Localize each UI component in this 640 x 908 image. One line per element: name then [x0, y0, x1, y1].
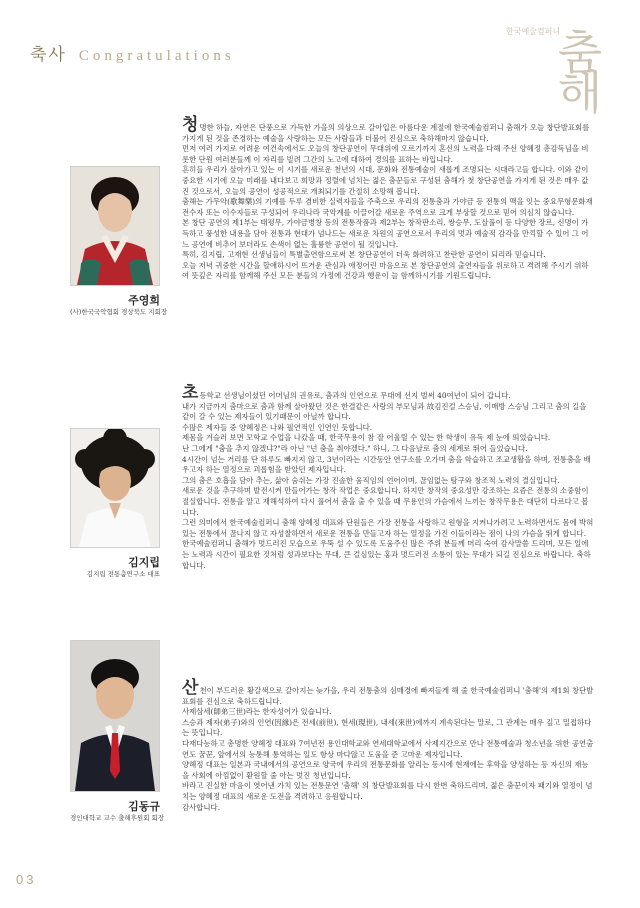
speech-paragraph: 그런 의미에서 한국예술컴퍼니 춤해 양혜정 대표와 단원들은 가장 전통을 사랑하고 원형을 지켜나가려고 노력하면서도 몸에 박혀있는 전통에서 끊나지 않고 자성찰하면서 새로운 전통을 만들고자 하는 열정을 가진 이들이라는 점이 나의 가슴을 뛰게 합니다. — [182, 518, 594, 538]
page-header — [30, 40, 235, 65]
speaker-name: 주영희 — [128, 294, 160, 307]
speech-paragraph: 사제삼세(師弟三世)라는 한자성어가 있습니다. — [182, 707, 332, 717]
page-number: 03 — [16, 872, 37, 887]
speech-paragraph: 4시간이 넘는 거리를 단 하루도 빠지지 않고, 3년이라는 시간동안 연구소를 오가며 춤을 학습하고 조교생활을 하며, 전통춤을 배우고자 하는 열정으로 괴롭힘을 받았던 제자입니다. — [182, 454, 591, 475]
speech-body — [182, 678, 594, 813]
header-title-korean: 축사 — [30, 45, 67, 65]
speech-paragraph: 산천이 부드러운 황갈색으로 갈아지는 늦가을, 우리 전통춤의 심매경에 빠져들게 해 줄 한국예술컴퍼니 '춤해'의 제1회 창단발표회를 진심으로 축하드립니다. — [182, 678, 594, 706]
dropcap-letter: 산 — [182, 678, 199, 698]
speaker-name: 김지립 — [128, 556, 160, 569]
speech-paragraph: 특히, 김지립, 고재현 선생님들이 특별출연함으로써 본 창단공연이 더욱 화려하고 찬란한 공연이 되리라 믿습니다. — [182, 250, 546, 260]
speech-paragraph: 그의 춤은 호흡을 담아 추는, 삶아 숨쉬는 가장 진솔한 움직임의 언어이며, 끊임없는 탐구와 창조적 노력의 결실입니다. — [182, 475, 560, 485]
portrait-photo — [70, 428, 160, 548]
speech-paragraph: 흔히들 우리가 살아가고 있는 이 시기를 새로운 천년의 시대, 문화와 전통예술이 새롭게 조명되는 시대라고들 합니다. 이와 같이 중요한 시기에 오늘 미래를 내다보고 희망과 정렬에 넘치는 젊은 춤꾼들로 구성된 춤해가 첫 창단공연을 가지게 된 것은 매우 값진 것으로서, 오늘의 공연이 성공적으로 개최되기를 간절히 소망해 봅니다. — [182, 165, 589, 196]
logo-small-text: 한국예술컴퍼니 — [506, 27, 561, 36]
speech-paragraph: 청명한 하늘, 자연은 단풍으로 가득한 가을의 의상으로 갈아입은 아름다운 계절에 한국예술컴퍼니 춤해가 오늘 창단발표회를 가지게 된 것을 존경하는 예술을 사랑하는 모든 사람들과 더불어 진심으로 축하해마지 않습니다. — [182, 115, 590, 143]
speech-paragraph: 먼저 여러 가지로 어려운 여건속에서도 오늘의 창단공연이 무대위에 오르기까지 혼신의 노력을 다해 주신 양혜정 총감독님을 비롯한 단원 여러분들께 이 자리를 빌려 그간의 노고에 대하여 경의를 표하는 바입니다. — [182, 144, 589, 164]
speech-paragraph: 양혜정 대표는 일본과 국내에서의 공연으로 양국에 우리의 전통문화를 알리는 동시에 현재에는 후학을 양성하는 등 자신의 재능을 사회에 아낌없이 환원할 줄 아는 멋진 청년입니다. — [182, 760, 589, 780]
speech-paragraph: 오늘 저녁 귀중한 시간을 할애하시어 뜨거운 관심과 애정어린 마음으로 본 창단공연의 출연자들을 위로하고 격려해 주시기 위하여 뜻깊은 자리를 함께해 주신 모든 분들의 가정에 건강과 행운이 늘 함께하시기를 기원드립니다. — [182, 260, 589, 281]
portrait-block — [70, 166, 168, 317]
speech-paragraph: 수많은 제자들 중 양혜정은 나와 필연적인 인연인 듯합니다. — [182, 422, 373, 432]
speaker-role: 김지립 전통춤연구소 대표 — [86, 570, 160, 578]
speech-paragraph: 바라고 진실한 마음이 엿어낸 가치 있는 전통문연 '춤해' 의 창단발표회를 다시 한번 축하드리며, 젊은 춤꾼이자 패기와 열정이 넘치는 양혜정 대표의 새로운 도전을 격려하고 응원합니다. — [182, 781, 593, 801]
speech-paragraph: 춤해는 가무악(歌舞樂)의 기예를 두루 겸비한 실력자들을 주축으로 우리의 전통춤과 가야금 등 전통의 맥을 잇는 중요무형문화재 전수자 또는 이수자들로 구성되어 우리나라 국악계를 이끌어갈 새로운 주역으로 크게 부상할 것으로 믿어 의심치 않습니다. — [182, 197, 593, 217]
dropcap-letter: 초 — [182, 383, 199, 403]
dropcap-letter: 청 — [182, 115, 199, 135]
speech-paragraph: 난 그에게 "춤을 추지 않겠냐?"라 아닌 "넌 춤을 춰야겠다." 하니, 그 다음날로 춤의 세계로 뛰어 들었습니다. — [182, 443, 528, 453]
speech-paragraph: 내가 지금까지 춤마으로 춤과 함께 살아왔던 것은 한결같은 사랑의 부모님과 故김진걸 스승님, 이매방 스승님 그리고 춤의 길을 같이 갈 수 있는 제자들이 있기때문이 아닐까 합니다. — [182, 401, 587, 422]
speech-body — [182, 383, 594, 571]
speaker-role: 경인대학교 교수 출해후원회 회장 — [70, 814, 165, 822]
speech-paragraph: 본 창단 공연의 제1부는 태평무, 가야금병창 등의 전통작품과 제2부는 창작판소리, 쌍승무, 도살풀이 등 다양한 장르, 신명이 가득하고 풍성한 내용을 담아 전통과 현대가 넘나드는 새로운 차원의 공연으로서 우리의 멋과 예술적 감각을 만끽할 수 있어 그 어느 공연에 비추어 보더라도 손색이 없는 훌륭한 공연이 될 것입니다. — [182, 218, 589, 249]
portrait-photo — [70, 166, 160, 286]
portrait-block — [70, 640, 165, 823]
speech-paragraph: 다재다능하고 총명한 양혜정 대표와 7여년전 용인대학교와 연세대학교에서 사제지간으로 만나 전통예술과 청소년을 위한 공연출연도 꿈꾼, 앞에서의 능통해 통역하는 일도 항상 마다않고 도움을 준 고마운 제자입니다. — [182, 738, 594, 759]
speech-paragraph: 감사합니다. — [182, 802, 221, 812]
speech-body — [182, 115, 594, 282]
header-title-english: Congratulations — [78, 48, 235, 64]
portrait-photo — [70, 640, 160, 792]
company-logo — [506, 18, 626, 108]
speaker-name: 김동규 — [128, 800, 160, 813]
speech-paragraph: 새로운 것을 추구하며 발전시켜 만들어가는 창작 작업은 중요합니다. 하지만 창작의 중요성만 강조하는 요즘은 전통의 소중함이 절실합니다. 전통을 알고 재해석하여 다시 풀어서 춤을 출 수 있을 때 무용인의 가슴에서 느끼는 창작무용은 대단히 다르다고 봅니다. — [182, 486, 589, 517]
speech-paragraph: 초등학교 선생님이셨던 어머님의 권유로, 춤과의 인연으로 무대에 선지 벌써 40여년이 되어 갑니다. — [182, 383, 511, 403]
portrait-block — [70, 428, 160, 579]
speech-paragraph: 스승과 제자(弟子)와의 인연(因緣)은 전세(前世), 현세(現世), 내세(來世)에까지 계속된다는 말로, 그 관계는 매우 깊고 밀접하다는 뜻입니다. — [182, 717, 592, 738]
speech-paragraph: 한국예술컴퍼니 춤해가 멋드러진 모습으로 우뚝 설 수 있도록 도움주신 많은 주위 분들께 머리 숙여 감사말씀 드리며, 모든 일에는 노력과 시간이 필요한 것처럼 성과보다는 무대, 큰 걸심있는 홍과 멋드러진 소통이 있는 무대가 되길 진심으로 바랍니다. 축하합니다. — [182, 539, 591, 570]
speech-paragraph: 제몸을 겨슬러 보면 모학교 수업을 나갔을 때, 한국무용이 참 잘 어울릴 수 있는 한 학생이 유독 제 눈에 띄었습니다. — [182, 433, 551, 443]
speaker-role: (사)한국국악협회 경상북도 지회장 — [70, 308, 168, 316]
logo-calligraphy: 춤해 — [550, 28, 604, 108]
